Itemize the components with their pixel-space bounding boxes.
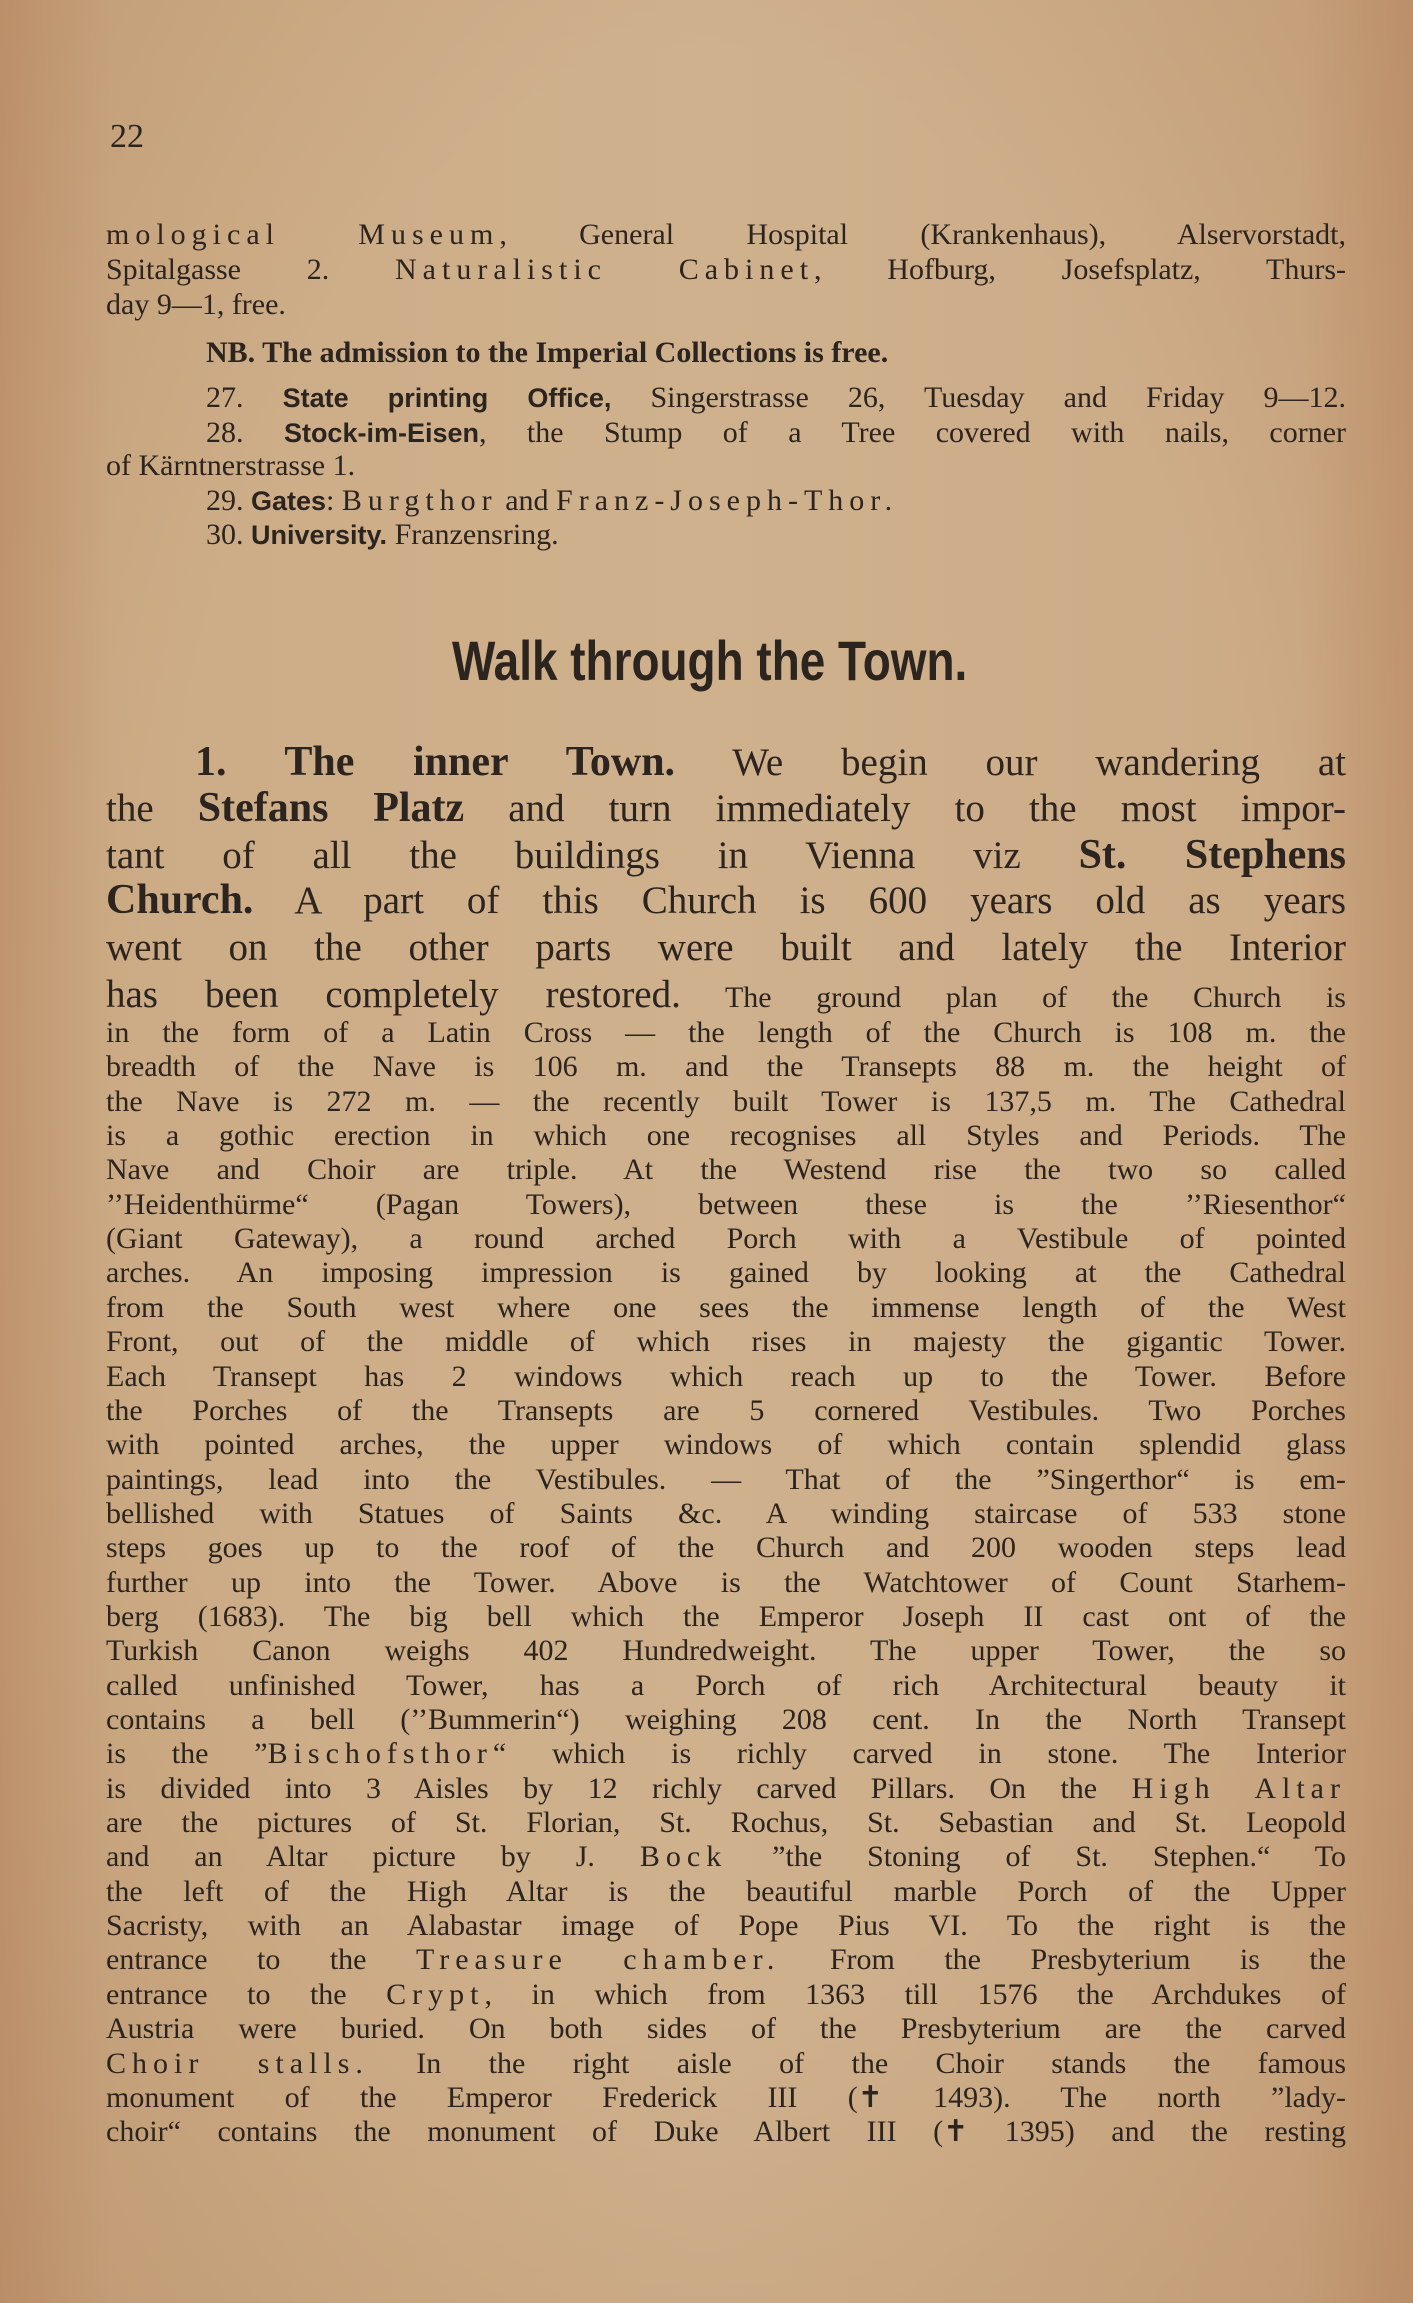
text-run: entrance to the — [106, 1943, 416, 1976]
text-line — [106, 1428, 1346, 1462]
text-line — [106, 1291, 1346, 1325]
text-line — [106, 1531, 1346, 1565]
text-run: From the Presbyterium is the — [780, 1943, 1346, 1976]
text-line — [106, 2012, 1346, 2046]
text-run: the Nave is 272 m. — the recently built Tower is 137,5 m. The Cathedral — [106, 1085, 1346, 1118]
text-line — [106, 1737, 1346, 1771]
text-run: , Hofburg, Josefsplatz, Thurs- — [814, 253, 1346, 286]
text-run: tant of all the buildings in Vienna viz — [106, 834, 1079, 877]
text-line — [106, 449, 1346, 483]
text-line — [106, 1566, 1346, 1600]
emphasized-text: Bischofsthor — [267, 1737, 493, 1770]
text-run: Sacristy, with an Alabastar image of Pope Pius VI. To the right is the — [106, 1909, 1346, 1942]
text-run: contains a bell (’’Bummerin“) weighing 208 cent. In the North Transept — [106, 1703, 1346, 1736]
emphasized-text: Crypt — [386, 1978, 485, 2011]
text-line — [106, 1943, 1346, 1977]
text-run: breadth of the Nave is 106 m. and the Transepts 88 m. the height of — [106, 1050, 1346, 1083]
text-line — [206, 484, 1346, 518]
emphasized-text: Burgthor — [341, 484, 498, 517]
text-run: A part of this Church is 600 years old as years — [253, 879, 1346, 922]
text-run: has been completely restored. — [106, 973, 681, 1016]
text-run: , in which from 1363 till 1576 the Archdukes of — [484, 1978, 1346, 2011]
text-run: , the Stump of a Tree covered with nails, corner — [479, 416, 1347, 449]
text-line — [106, 1360, 1346, 1394]
text-line — [106, 1394, 1346, 1428]
text-run: 28. — [206, 416, 284, 449]
text-run: and an Altar picture by J. — [106, 1840, 640, 1873]
text-run: Singerstrasse 26, Tuesday and Friday 9—12. — [611, 381, 1346, 414]
text-line — [206, 518, 1346, 552]
text-line — [106, 1978, 1346, 2012]
text-run: arches. An imposing impression is gained by looking at the Cathedral — [106, 1256, 1346, 1289]
text-run: Austria were buried. On both sides of the Presbyterium are the carved — [106, 2012, 1346, 2045]
text-run: Nave and Choir are triple. At the Westend rise the two so called — [106, 1153, 1346, 1186]
text-run: (Giant Gateway), a round arched Porch with a Vestibule of pointed — [106, 1222, 1346, 1255]
text-run: paintings, lead into the Vestibules. — That of the ”Singerthor“ is em- — [106, 1463, 1346, 1496]
emphasized-text: Bock — [639, 1840, 728, 1873]
emphasized-text: Treasure chamber. — [415, 1943, 781, 1976]
text-line — [106, 1840, 1346, 1874]
text-line — [106, 1256, 1346, 1290]
text-run: day 9—1, free. — [106, 288, 286, 321]
text-line — [106, 1222, 1346, 1256]
text-run: Turkish Canon weighs 402 Hundredweight. The upper Tower, the so — [106, 1634, 1346, 1667]
text-run: the left of the High Altar is the beautiful marble Porch of the Upper — [106, 1875, 1346, 1908]
text-run: Franzensring. — [387, 518, 559, 551]
text-run: the — [106, 787, 198, 830]
text-line — [106, 1669, 1346, 1703]
text-line — [106, 1016, 1346, 1050]
text-line — [106, 785, 1346, 831]
text-line — [106, 1806, 1346, 1840]
text-run: went on the other parts were built and lately the Interior — [106, 926, 1346, 969]
emphasized-text: State printing Office, — [282, 383, 612, 413]
text-run: with pointed arches, the upper windows of which contain splendid glass — [106, 1428, 1346, 1461]
emphasized-text: Stefans Platz — [197, 785, 465, 831]
text-line — [106, 1909, 1346, 1943]
text-line — [106, 253, 1346, 287]
text-run: steps goes up to the roof of the Church and 200 wooden steps lead — [106, 1531, 1346, 1564]
text-run: from the South west where one sees the immense length of the West — [106, 1291, 1346, 1324]
emphasized-text: NB. The admission to the Imperial Collections is free. — [206, 336, 889, 369]
emphasized-text: High Altar — [1131, 1772, 1346, 1805]
emphasized-text: Stock-im-Eisen — [283, 418, 479, 448]
emphasized-text: The ground plan of the Church is — [680, 981, 1346, 1014]
text-run: Spitalgasse 2. — [106, 253, 396, 286]
text-line — [106, 1772, 1346, 1806]
text-run: of Kärntnerstrasse 1. — [106, 449, 356, 482]
emphasized-text: Franz-Joseph-Thor. — [556, 484, 899, 517]
text-run: “ which is richly carved in stone. The Interior — [492, 1737, 1346, 1770]
text-run: , General Hospital (Krankenhaus), Alservorstadt, — [499, 218, 1346, 251]
text-line — [106, 2047, 1346, 2081]
text-line — [106, 832, 1346, 878]
text-run: choir“ contains the monument of Duke Albert III (✝ 1395) and the resting — [106, 2115, 1346, 2148]
text-line — [106, 218, 1346, 252]
text-run: Each Transept has 2 windows which reach up to the Tower. Before — [106, 1360, 1346, 1393]
text-line — [106, 1497, 1346, 1531]
text-line — [106, 1050, 1346, 1084]
text-line — [106, 2081, 1346, 2115]
text-run: are the pictures of St. Florian, St. Rochus, St. Sebastian and St. Leopold — [106, 1806, 1346, 1839]
text-run: Front, out of the middle of which rises in majesty the gigantic Tower. — [106, 1325, 1346, 1358]
text-line — [206, 416, 1346, 450]
text-line — [106, 1463, 1346, 1497]
emphasized-text: mological Museum — [106, 218, 500, 251]
text-run: is divided into 3 Aisles by 12 richly carved Pillars. On the — [106, 1772, 1132, 1805]
text-run: 27. — [206, 381, 283, 414]
text-run: in the form of a Latin Cross — the length of the Church is 108 m. the — [106, 1016, 1346, 1049]
text-run: is the ” — [106, 1737, 268, 1770]
emphasized-text: Naturalistic Cabinet — [395, 253, 815, 286]
emphasized-text: 1. The inner Town. — [195, 739, 676, 785]
text-run: 29. — [206, 484, 251, 517]
text-line — [206, 381, 1346, 415]
text-run: the Porches of the Transepts are 5 cornered Vestibules. Two Porches — [106, 1394, 1346, 1427]
text-line — [106, 925, 1346, 971]
text-run: called unfinished Tower, has a Porch of rich Architectural beauty it — [106, 1669, 1346, 1702]
emphasized-text: St. Stephens — [1078, 832, 1346, 878]
text-run: and turn immediately to the most impor- — [464, 787, 1346, 830]
text-run: and — [497, 484, 557, 517]
emphasized-text: Church. — [106, 877, 254, 923]
text-line — [106, 1875, 1346, 1909]
text-run: further up into the Tower. Above is the Watchtower of Count Starhem- — [106, 1566, 1346, 1599]
text-run: ’’Heidenthürme“ (Pagan Towers), between these is the ’’Riesenthor“ — [106, 1188, 1346, 1221]
section-title: Walk through the Town. — [452, 629, 968, 692]
text-run: monument of the Emperor Frederick III (✝ 1493). The north ”lady- — [106, 2081, 1346, 2114]
text-line — [106, 1188, 1346, 1222]
text-run: is a gothic erection in which one recognises all Styles and Periods. The — [106, 1119, 1346, 1152]
text-line — [106, 877, 1346, 923]
text-run: berg (1683). The big bell which the Emperor Joseph II cast ont of the — [106, 1600, 1346, 1633]
text-line — [106, 1703, 1346, 1737]
emphasized-text: Choir stalls. — [106, 2047, 369, 2080]
text-line — [106, 1325, 1346, 1359]
text-line — [106, 1600, 1346, 1634]
text-line — [106, 288, 1346, 322]
text-line — [106, 972, 1346, 1018]
text-line — [106, 1085, 1346, 1119]
text-line — [106, 2115, 1346, 2149]
text-line — [206, 336, 1346, 370]
text-line — [195, 739, 1346, 785]
emphasized-text: Gates — [251, 486, 327, 516]
text-run: : — [326, 484, 342, 517]
text-run: In the right aisle of the Choir stands the famous — [368, 2047, 1347, 2080]
text-run: bellished with Statues of Saints &c. A winding staircase of 533 stone — [106, 1497, 1346, 1530]
text-run: ”the Stoning of St. Stephen.“ To — [727, 1840, 1346, 1873]
emphasized-text: University. — [251, 520, 388, 550]
page-number: 22 — [110, 118, 144, 155]
text-run: 30. — [206, 518, 251, 551]
text-line — [106, 1119, 1346, 1153]
text-run: We begin our wandering at — [675, 741, 1346, 784]
text-line — [106, 1634, 1346, 1668]
text-run: entrance to the — [106, 1978, 387, 2011]
text-line — [106, 1153, 1346, 1187]
